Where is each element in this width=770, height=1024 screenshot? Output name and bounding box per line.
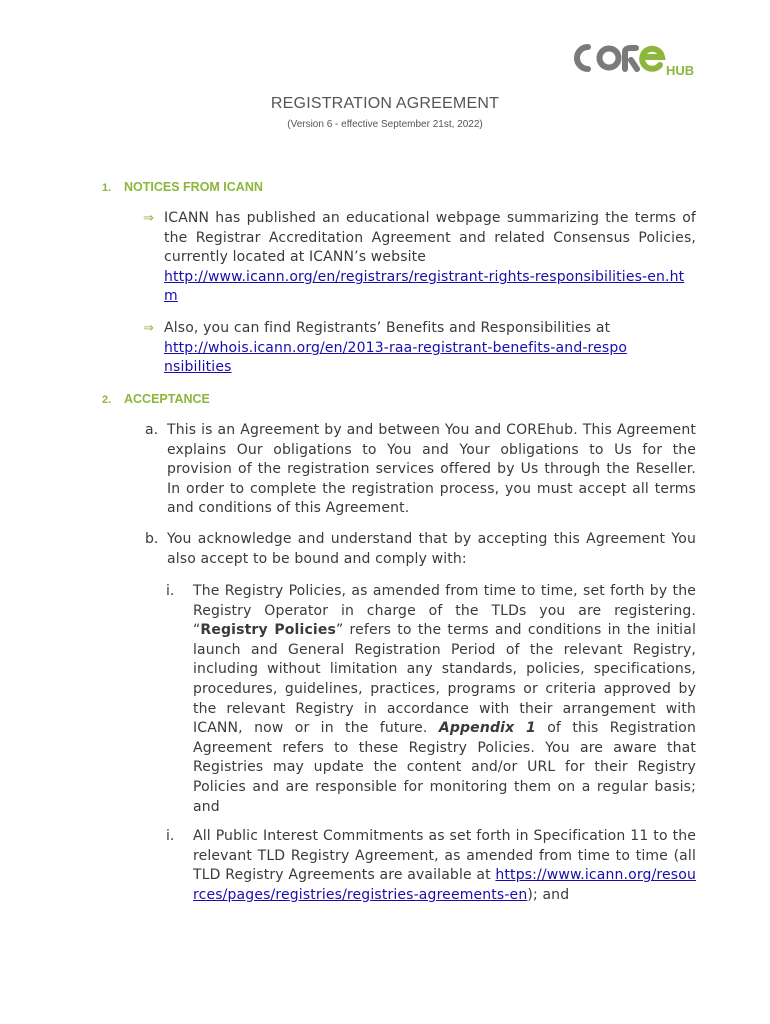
document-subtitle: (Version 6 - effective September 21st, 2022): [287, 119, 483, 130]
registry-policies-text-1: The Registry Policies, as amended from time to time, set forth by the Registry Operator in charge of the TLDs you are registering. “: [193, 583, 696, 639]
section-2-heading: [102, 392, 210, 406]
item-b-i2-marker: i.: [166, 828, 175, 844]
public-interest-text: All Public Interest Commitments as set forth in Specification 11 to the relevant TLD Registry Agreement, as amended from time to time (all TLD Registry Agreements are available at: [193, 828, 696, 884]
item-a-marker: a.: [145, 422, 159, 438]
notice-item-2-text: Also, you can find Registrants’ Benefits and Responsibilities at: [164, 320, 611, 336]
arrow-icon: ⇒: [143, 321, 154, 336]
appendix-reference: Appendix 1: [438, 720, 536, 737]
public-interest-item: [193, 827, 696, 905]
registry-policies-text-3: of this Registration Agreement refers to these Registry Policies. You are aware that Registries may update the content and/or URL for their Registry Policies and are responsible for monitoring them on a regular basis; and: [193, 720, 697, 815]
registry-policies-item: [193, 582, 696, 817]
notice-item-1-text: ICANN has published an educational webpage summarizing the terms of the Registrar Accreditation Agreement and related Consensus Policies, currently located at ICANN’s website: [164, 210, 696, 266]
icann-rights-link[interactable]: http://www.icann.org/en/registrars/registrant-rights-responsibilities-en.htm: [164, 268, 685, 305]
section-2-number: 2.: [102, 394, 112, 406]
acceptance-item-b: You acknowledge and understand that by accepting this Agreement You also accept to be bound and comply with:: [167, 531, 696, 567]
section-1-title: NOTICES FROM ICANN: [124, 180, 263, 194]
whois-benefits-link[interactable]: http://whois.icann.org/en/2013-raa-registrant-benefits-and-responsibilities: [164, 339, 628, 376]
item-b-i1-marker: i.: [166, 583, 175, 599]
registry-policies-term: Registry Policies: [200, 622, 336, 639]
registry-policies-text-2: ” refers to the terms and conditions in the initial launch and General Registration Period of the relevant Registry, including without limitation any standards, policies, specifications, procedures, guidelines, practices, programs or criteria approved by the relevant Registry in accordance with their arrangement with ICANN, now or in the future.: [193, 622, 696, 737]
corehub-logo: [574, 38, 700, 78]
document-title: REGISTRATION AGREEMENT: [270, 95, 500, 112]
section-1-heading: [102, 180, 263, 194]
arrow-icon: ⇒: [143, 211, 154, 226]
acceptance-item-a: This is an Agreement by and between You and COREhub. This Agreement explains Our obligations to You and Your obligations to Us for the provision of the registration services offered by Us through the Reseller. In order to complete the registration process, you must accept all terms and conditions of this Agreement.: [167, 422, 696, 517]
section-1-number: 1.: [102, 182, 112, 194]
registry-agreements-link[interactable]: https://www.icann.org/resources/pages/registries/registries-agreements-en: [193, 867, 696, 903]
public-interest-text-end: ); and: [527, 886, 570, 903]
logo-hub-text: HUB: [666, 63, 695, 78]
notice-item-1: [164, 209, 696, 307]
section-2-title: ACCEPTANCE: [124, 392, 210, 406]
notice-item-2: [164, 319, 696, 378]
item-b-marker: b.: [145, 531, 159, 547]
